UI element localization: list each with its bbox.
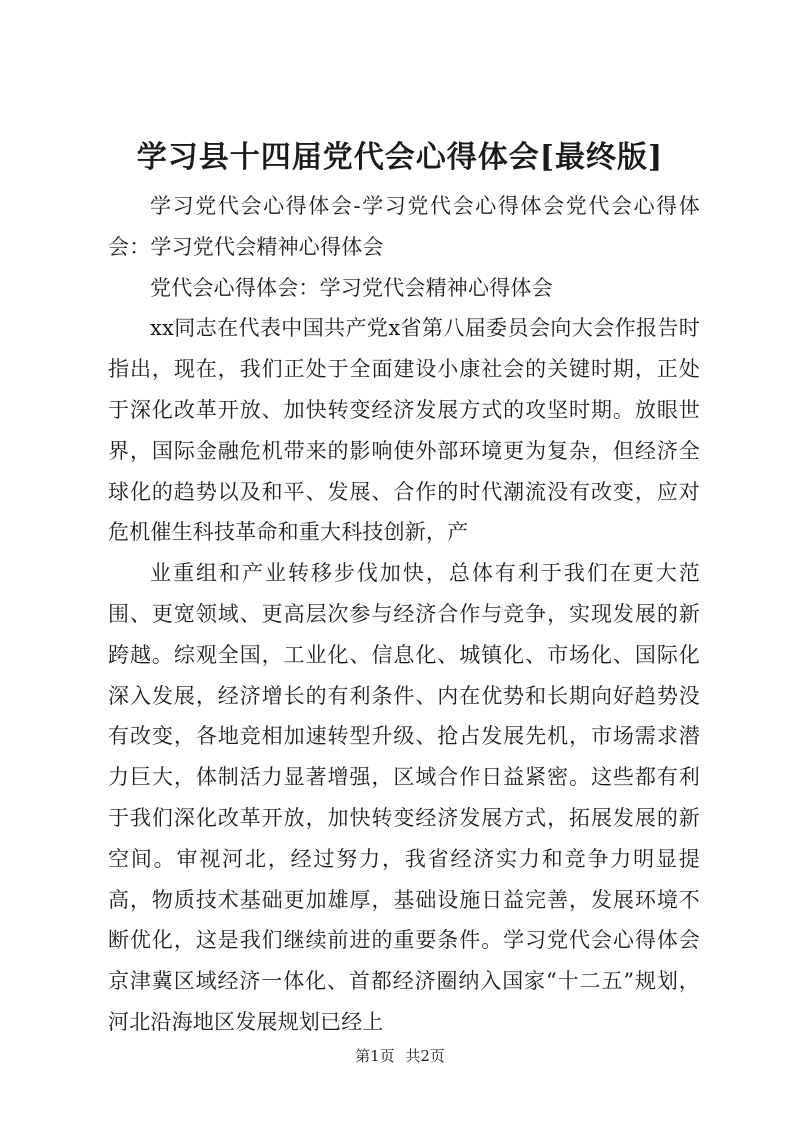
page-number: 第1页 [355, 1047, 395, 1065]
document-body [108, 186, 700, 1043]
document-title: 学习县十四届党代会心得体会[最终版] [136, 140, 664, 175]
paragraph-3: xx同志在代表中国共产党x省第八届委员会向大会作报告时指出，现在，我们正处于全面建设小康社会的关键时期，正处于深化改革开放、加快转变经济发展方式的攻坚时期。放眼世界，国际金融危机带来的影响使外部环境更为复杂，但经济全球化的趋势以及和平、发展、合作的时代潮流没有改变，应对危机催生科技革命和重大科技创新，产 [108, 316, 700, 545]
paragraph-2: 党代会心得体会：学习党代会精神心得体会 [150, 275, 553, 300]
page-total: 共2页 [405, 1047, 445, 1065]
paragraph-1: 学习党代会心得体会-学习党代会心得体会党代会心得体会：学习党代会精神心得体会 [108, 194, 700, 259]
paragraph-4: 业重组和产业转移步伐加快，总体有利于我们在更大范围、更宽领域、更高层次参与经济合作与竞争，实现发展的新跨越。综观全国，工业化、信息化、城镇化、市场化、国际化深入发展，经济增长的有利条件、内在优势和长期向好趋势没有改变，各地竞相加速转型升级、抢占发展先机，市场需求潜力巨大，体制活力显著增强，区域合作日益紧密。这些都有利于我们深化改革开放，加快转变经济发展方式，拓展发展的新空间。审视河北，经过努力，我省经济实力和竞争力明显提高，物质技术基础更加雄厚，基础设施日益完善，发展环境不断优化，这是我们继续前进的重要条件。学习党代会心得体会京津冀区域经济一体化、首都经济圈纳入国家“十二五”规划，河北沿海地区发展规划已经上 [108, 561, 700, 1034]
page-footer [0, 1046, 800, 1066]
